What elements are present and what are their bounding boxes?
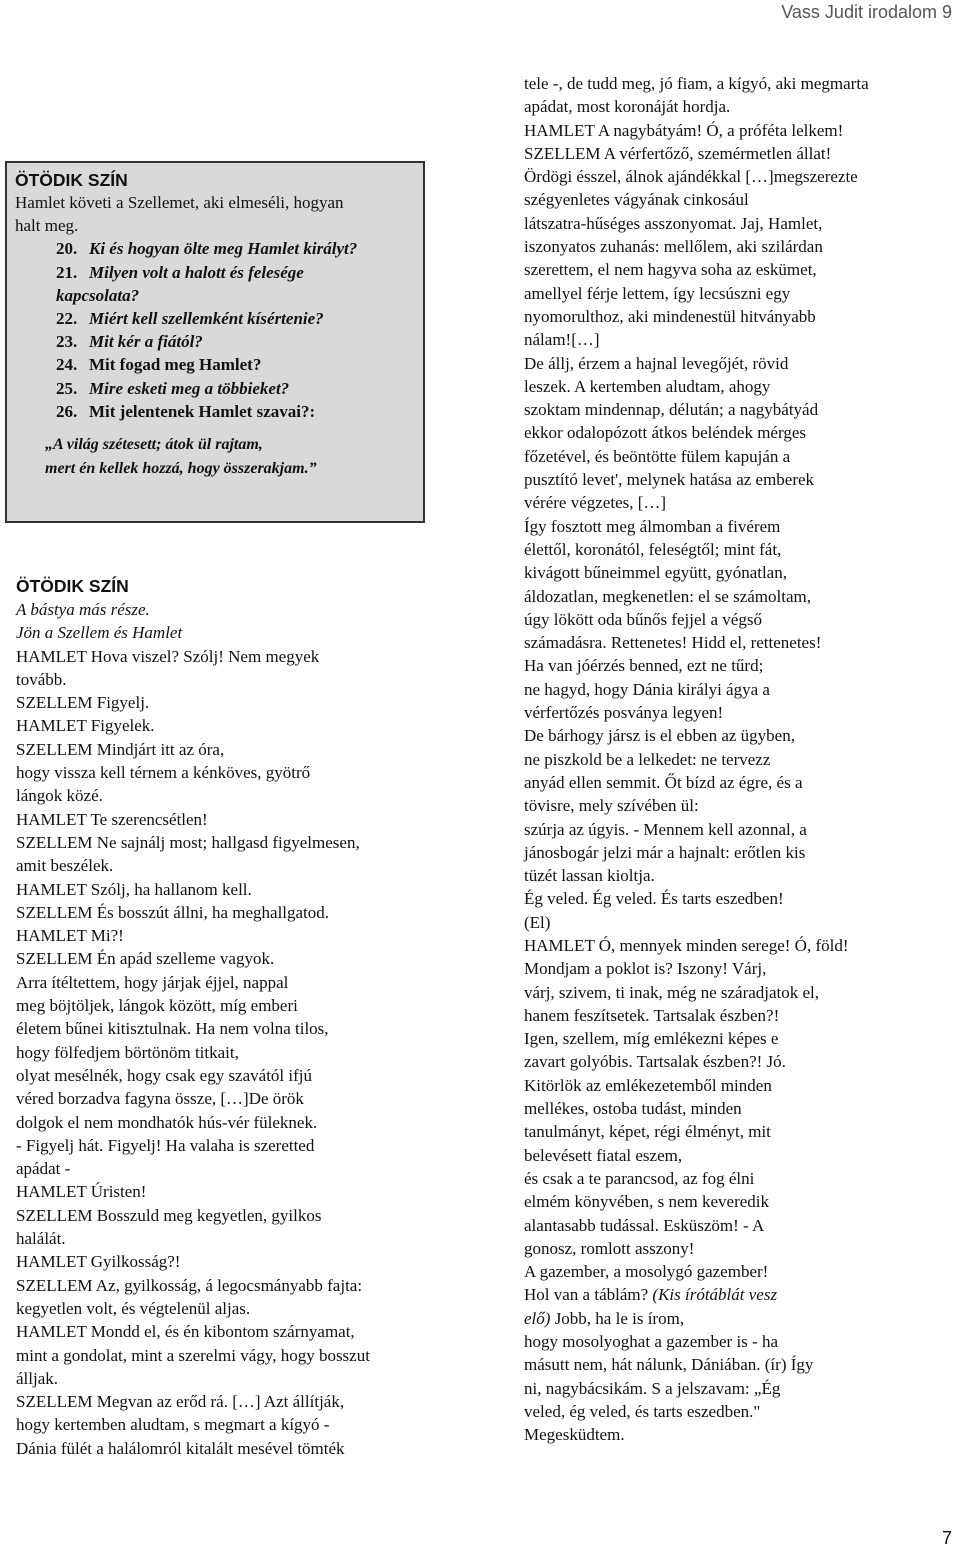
dialogue-line: ekkor odalopózott átkos beléndek mérges: [524, 423, 806, 443]
dialogue-line: véred borzadva fagyna össze, […]De örök: [16, 1089, 304, 1109]
question-text: Miért kell szellemként kísértenie?: [89, 309, 324, 329]
dialogue-line: lángok közé.: [16, 786, 103, 806]
question-item: [15, 261, 415, 284]
dialogue-line: HAMLET Te szerencsétlen!: [16, 809, 208, 829]
dialogue-line: ne hagyd, hogy Dánia királyi ágya a: [524, 679, 770, 699]
dialogue-line: pusztító levet', melynek hatása az emberek: [524, 470, 815, 490]
question-text: Mit jelentenek Hamlet szavai?:: [89, 401, 316, 421]
dialogue-line: zavart golyóbis. Tartsalak észben?! Jó.: [524, 1052, 786, 1072]
dialogue-line: kivágott bűneimmel együtt, gyónatlan,: [524, 563, 787, 583]
dialogue-line: SZELLEM Én apád szelleme vagyok.: [16, 949, 275, 969]
question-item: [15, 330, 415, 353]
dialogue-line: tele -, de tudd meg, jó fiam, a kígyó, aki megmarta: [524, 74, 869, 93]
quote-line: mert én kellek hozzá, hogy összerakjam.”: [45, 460, 317, 478]
dialogue-line: vérfertőzés posványa legyen!: [524, 703, 724, 723]
dialogue-line: leszek. A kertemben aludtam, ahogy: [524, 376, 771, 396]
dialogue-line: főzetével, és beöntötte fülem kapuján a: [524, 446, 791, 466]
dialogue-line: belevésett fiatal eszem,: [524, 1145, 683, 1165]
box-intro-line: Hamlet követi a Szellemet, aki elmeséli, hogyan: [15, 193, 344, 212]
question-number: 23.: [56, 332, 78, 352]
dialogue-line: és csak a te parancsod, az fog élni: [524, 1168, 755, 1188]
dialogue-line: olyat mesélnék, hogy csak egy szavától ifjú: [16, 1065, 312, 1085]
dialogue-line: apádat, most koronáját hordja.: [524, 97, 731, 117]
question-number: 26.: [56, 401, 78, 421]
dialogue-line: szégyenletes vágyának cinkosául: [524, 190, 749, 210]
dialogue-line: áldozatlan, megkenetlen: el se számoltam,: [524, 586, 811, 606]
question-item: [15, 307, 415, 330]
dialogue-line: De állj, érzem a hajnal levegőjét, rövid: [524, 353, 789, 373]
dialogue-line: szerettem, el nem hagyva soha az eskümet,: [524, 260, 817, 280]
dialogue-line: HAMLET Figyelek.: [16, 716, 155, 736]
dialogue-line: jánosbogár jelzi már a hajnalt: erőtlen kis: [524, 842, 806, 862]
dialogue-line: HAMLET Mondd el, és én kibontom szárnyamat,: [16, 1322, 355, 1342]
scene-heading: ÖTÖDIK SZÍN: [16, 576, 129, 596]
dialogue-line: várj, szivem, ti inak, még ne száradjatok el,: [524, 982, 820, 1002]
dialogue-line: nálam![…]: [524, 330, 600, 350]
dialogue-line: amellyel férje lettem, így lecsúszni egy: [524, 283, 791, 303]
dialogue-line: SZELLEM Ne sajnálj most; hallgasd figyelmesen,: [16, 832, 360, 852]
dialogue-line: SZELLEM És bosszút állni, ha meghallgatod.: [16, 902, 330, 922]
dialogue-line: nyomorulthoz, aki mindenestül hitványabb: [524, 306, 816, 326]
dialogue-line: HAMLET Úristen!: [16, 1182, 147, 1202]
dialogue-line: életem bűnei kitisztulnak. Ha nem volna tilos,: [16, 1019, 329, 1039]
question-number: 20.: [56, 239, 78, 259]
dialogue-line: hanem feszítsetek. Tartsalak észben?!: [524, 1005, 780, 1025]
question-number: 24.: [56, 355, 78, 375]
dialogue-line: elő) Jobb, ha le is írom,: [524, 1308, 685, 1328]
question-number: 25.: [56, 378, 78, 398]
page-number: 7: [941, 1528, 952, 1548]
dialogue-line: tovább.: [16, 669, 67, 689]
dialogue-line: A gazember, a mosolygó gazember!: [524, 1262, 769, 1282]
question-text: Mire esketi meg a többieket?: [89, 378, 290, 398]
hamlet-quote: [15, 433, 415, 481]
dialogue-line: Ha van jóérzés benned, ezt ne tűrd;: [524, 656, 764, 676]
dialogue-line: számadásra. Rettenetes! Hidd el, rettenetes!: [524, 633, 822, 653]
question-item: [15, 353, 415, 376]
dialogue-line: halálát.: [16, 1229, 66, 1249]
question-item: [15, 284, 415, 307]
dialogue-line: Hol van a táblám? (Kis írótáblát vesz: [524, 1285, 778, 1305]
dialogue-line: alantasabb tudással. Esküszöm! - A: [524, 1215, 765, 1235]
box-intro-line: halt meg.: [15, 216, 79, 236]
question-text: Mit kér a fiától?: [89, 332, 203, 352]
dialogue-line: apádat -: [16, 1159, 71, 1179]
dialogue-line: SZELLEM Az, gyilkosság, á legocsmányabb fajta:: [16, 1275, 363, 1295]
dialogue-line: tüzét lassan kioltja.: [524, 866, 655, 886]
dialogue-line: HAMLET Hova viszel? Szólj! Nem megyek: [16, 646, 320, 666]
stage-direction: Jön a Szellem és Hamlet: [16, 623, 183, 643]
left-column: [16, 574, 456, 1460]
dialogue-line: anyád ellen semmit. Őt bízd az égre, és a: [524, 772, 803, 792]
question-box: [5, 161, 425, 523]
dialogue-line: látszatra-hűséges asszonyomat. Jaj, Hamlet,: [524, 213, 823, 233]
dialogue-line: hogy vissza kell térnem a kénköves, gyötrő: [16, 763, 311, 783]
dialogue-line: meg böjtöljek, lángok között, míg emberi: [16, 996, 298, 1016]
dialogue-line: másutt nem, hát nálunk, Dániában. (ír) Így: [524, 1355, 814, 1375]
dialogue-line: SZELLEM Mindjárt itt az óra,: [16, 739, 225, 759]
page-header: Vass Judit irodalom 9: [781, 2, 952, 22]
dialogue-line: HAMLET Gyilkosság?!: [16, 1252, 181, 1272]
question-text: kapcsolata?: [56, 285, 140, 305]
question-list: [15, 237, 415, 423]
dialogue-line: HAMLET Mi?!: [16, 926, 124, 946]
dialogue-line: kegyetlen volt, és végtelenül aljas.: [16, 1298, 251, 1318]
dialogue-line: Így fosztott meg álmomban a fivérem: [524, 516, 781, 536]
dialogue-line: élettől, koronától, feleségtől; mint fát,: [524, 539, 782, 559]
dialogue-line: ni, nagybácsikám. S a jelszavam: „Ég: [524, 1378, 781, 1398]
dialogue-line: iszonyatos zuhanás: mellőlem, aki szilárdan: [524, 237, 823, 257]
question-number: 22.: [56, 309, 78, 329]
question-item: [15, 237, 415, 260]
dialogue-line: HAMLET Szólj, ha hallanom kell.: [16, 879, 252, 899]
dialogue-line: SZELLEM A vérfertőző, szemérmetlen állat!: [524, 143, 832, 163]
dialogue-line: mellékes, ostoba tudást, minden: [524, 1099, 742, 1119]
dialogue-line: szoktam mindennap, délután; a nagybátyád: [524, 400, 819, 420]
dialogue-line: hogy kertemben aludtam, s megmart a kígyó -: [16, 1415, 330, 1435]
dialogue-line: Arra ítéltettem, hogy járjak éjjel, nappal: [16, 972, 289, 992]
box-heading: ÖTÖDIK SZÍN: [15, 170, 128, 190]
dialogue-line: De bárhogy jársz is el ebben az ügyben,: [524, 726, 795, 746]
dialogue-line: szúrja az úgyis. - Mennem kell azonnal, a: [524, 819, 807, 839]
dialogue-line: hogy mosolyoghat a gazember is - ha: [524, 1332, 778, 1352]
quote-line: „A világ szétesett; átok ül rajtam,: [45, 436, 263, 454]
dialogue-line: dolgok el nem mondhatók hús-vér füleknek.: [16, 1112, 318, 1132]
dialogue-line: vérére végzetes, […]: [524, 493, 667, 513]
dialogue-line: Mondjam a poklot is? Iszony! Várj,: [524, 959, 767, 979]
stage-direction: elő): [524, 1308, 551, 1328]
dialogue-line: amit beszélek.: [16, 856, 114, 876]
dialogue-line: mint a gondolat, mint a szerelmi vágy, hogy bosszut: [16, 1345, 370, 1365]
dialogue-line: tövisre, mely szívében ül:: [524, 796, 699, 816]
dialogue-line: veled, ég veled, és tarts eszedben.": [524, 1401, 761, 1421]
dialogue-line: úgy lökött oda bűnős fejjel a végső: [524, 609, 762, 629]
stage-direction: (Kis írótáblát vesz: [648, 1285, 778, 1305]
dialogue-line: HAMLET Ó, mennyek minden serege! Ó, föld!: [524, 935, 849, 955]
dialogue-lines: [524, 72, 954, 1283]
dialogue-line: SZELLEM Bosszuld meg kegyetlen, gyilkos: [16, 1205, 322, 1225]
dialogue-line: SZELLEM Megvan az erőd rá. […] Azt állítják,: [16, 1392, 345, 1412]
dialogue-line: Ég veled. Ég veled. És tarts eszedben!: [524, 889, 784, 909]
dialogue-line: ne piszkold be a lelkedet: ne tervezz: [524, 749, 771, 769]
dialogue-lines: [16, 645, 456, 1460]
dialogue-line: - Figyelj hát. Figyelj! Ha valaha is szeretted: [16, 1135, 315, 1155]
dialogue-line: hogy fölfedjem börtönöm titkait,: [16, 1042, 239, 1062]
question-item: [15, 377, 415, 400]
dialogue-line: (El): [524, 912, 551, 932]
dialogue-line: Igen, szellem, míg emlékezni képes e: [524, 1029, 779, 1049]
dialogue-lines: [524, 1330, 954, 1446]
dialogue-line: elmém könyvében, s nem keveredik: [524, 1192, 770, 1212]
question-text: Mit fogad meg Hamlet?: [89, 355, 262, 375]
dialogue-line: gonosz, romlott asszony!: [524, 1238, 695, 1258]
question-item: [15, 400, 415, 423]
dialogue-line: Megesküdtem.: [524, 1425, 625, 1445]
question-text: Milyen volt a halott és felesége: [89, 262, 304, 282]
dialogue-line: Kitörlök az emlékezetemből minden: [524, 1075, 772, 1095]
dialogue-line: álljak.: [16, 1368, 59, 1388]
stage-direction: A bástya más része.: [16, 600, 150, 619]
question-number: 21.: [56, 262, 78, 282]
dialogue-line: tanulmányt, képet, régi élményt, mit: [524, 1122, 771, 1142]
dialogue-line: HAMLET A nagybátyám! Ó, a próféta lelkem!: [524, 120, 844, 140]
dialogue-line: Ördögi ésszel, álnok ajándékkal […]megszerezte: [524, 167, 858, 187]
dialogue-line: Dánia fülét a halálomról kitalált mesével tömték: [16, 1438, 345, 1458]
question-text: Ki és hogyan ölte meg Hamlet királyt?: [89, 239, 358, 259]
right-column: [524, 72, 954, 1447]
dialogue-line: SZELLEM Figyelj.: [16, 693, 150, 713]
